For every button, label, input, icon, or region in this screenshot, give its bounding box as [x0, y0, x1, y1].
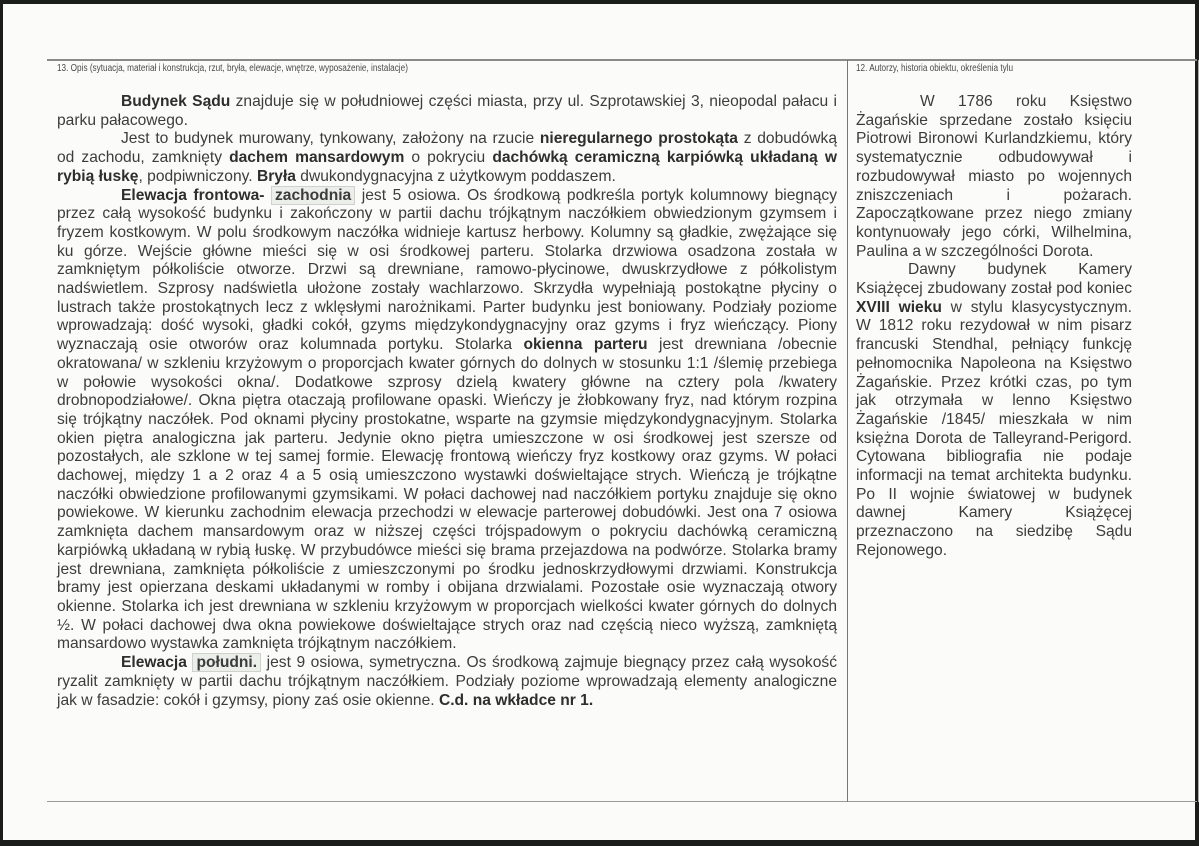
bold-term: nieregularnego prostokąta: [539, 130, 738, 148]
paragraph-construction: Jest to budynek murowany, tynkowany, założony na rzucie nieregularnego prostokąta z dobudówką od zachodu, zamknięty dachem mansardowym o pokryciu dachówką ceramiczną karpiówką układaną w rybią łuskę, podpiwniczony. Bryła dwukondygnacyjna z użytkowym poddaszem.: [57, 130, 837, 185]
paragraph-front-elevation: Elewacja frontowa- zachodnia jest 5 osiowa. Os środkową podkreśla portyk kolumnowy biegnący przez całą wysokość budynku i zakończony w partii dachu trójkątnym naczółkiem obwiedzionym gzymsem i fryzem kostkowym. W polu środkowym naczółka widnieje kartusz herbowy. Kolumny są gładkie, zwężające się ku górze. Wejście główne mieści się w osi środkowej parteru. Stolarka drzwiowa osadzona została w zamkniętym półkoliście otworze. Drzwi są drewniane, ramowo-płycinowe, dwuskrzydłowe z półkolistym nadświetlem. Szprosy nadświetla ułożone zostały wachlarzowo. Skrzydła wypełniają postokątne płyciny o lustrach także prostokątnych lecz z wklęsłymi narożnikami. Parter budynku jest boniowany. Podziały poziome wprowadzają: dość wysoki, gładki cokół, gzyms międzykondygnacyjny oraz gzyms i fryz wieńczący. Piony wyznaczają osie otworów oraz kolumnada portyku. Stolarka okienna parteru jest drewniana /obecnie okratowana/ w szkleniu krzyżowym o proporcjach kwater górnych do dolnych w stosunku 1:1 /ślemię przebiega w połowie wysokości okna/. Dodatkowe szprosy dzielą kwatery główne na cztery pola /kwatery drobnopodziałowe/. Okna piętra otaczają profilowane opaski. Wieńczy je żłobkowany fryz, nad którym rozpina się trójkątny naczółek. Pod oknami płyciny prostokatne, wsparte na gzymsie międzykondygnacyjnym. Stolarka okien piętra analogiczna jak parteru. Jedynie okno piętra umieszczone w osi środkowej jest szersze od pozostałych, ale szklone w tej samej formie. Elewację frontową wieńczy fryz kostkowy oraz gzyms. W połaci dachowej, między 1 a 2 oraz 4 a 5 osią umieszczono wystawki doświeltające strych. Wieńczą je trójkątne naczółki obwiedzione profilowanymi gzymsikami. W połaci dachowej nad naczółkiem portyku znajduje się okno powiekowe. W kierunku zachodnim elewacja przechodzi w elewacje parterowej dobudówki. Jest ona 7 osiowa zamknięta dachem mansardowym oraz w niższej części trójspadowym o pokryciu dachówką ceramiczną karpiówką układaną w rybią łuskę. W przybudówce mieści się brama przejazdowa na podwórze. Stolarka bramy jest drewniana, zamknięta półkoliście z umieszczonymi po środku jednoskrzydłowymi drzwiami. Konstrukcja bramy jest opierzana deskami układanymi w romby i obijana drzwialami. Pozostałe osie wyznaczają otwory okienne. Stolarka ich jest drewniana w szkleniu krzyżowym w proporcjach wielkości kwater górnych do dolnych ½. W połaci dachowej dwa okna powiekowe doświeltające strych oraz nad częścią nieco wyższą, zamkniętą mansardowo wystawka zamknięta trójkątnym naczółkiem.: [57, 186, 838, 653]
description-column: [57, 93, 837, 710]
bold-term: Elewacja frontowa-: [121, 186, 271, 204]
paragraph-history: W 1786 roku Księstwo Żagańskie sprzedane zostało księciu Piotrowi Bironowi Kurlandzkiemu, który systematycznie odbudowywał i rozbudowywał miasto po wojennych zniszczeniach i pożarach. Zapoczątkowane przez niego zmiany kontynuowały jego córki, Wilhelmina, Paulina a w szczególności Dorota.: [856, 93, 1132, 260]
history-column: [856, 93, 1132, 561]
history-section-header: 12. Autorzy, historia obiektu, określenia tylu: [856, 63, 1014, 74]
form-top-border: [47, 59, 1197, 61]
description-section-header: 13. Opis (sytuacja, materiał i konstrukcja, rzut, bryła, elewacje, wnętrze, wyposażenie, instalacje): [57, 63, 408, 74]
continuation-note: C.d. na wkładce nr 1.: [438, 691, 594, 709]
column-divider: [847, 60, 848, 802]
highlight-box: zachodnia: [271, 186, 355, 205]
bold-term: Elewacja: [121, 654, 187, 672]
bold-term: Bryła: [256, 167, 296, 185]
bold-term: dachem mansardowym: [229, 149, 405, 167]
highlight-box: południ.: [192, 653, 261, 672]
bold-term: XVIII wieku: [856, 298, 942, 316]
bold-term: Budynek Sądu: [121, 93, 231, 110]
form-bottom-border: [47, 801, 1197, 802]
paragraph-south-elevation: Elewacja południ. jest 9 osiowa, symetryczna. Os środkową zajmuje biegnący przez całą wysokość ryzalit zamknięty w partii dachu trójkątnym naczółkiem. Podziały poziome wprowadzają elementy analogiczne jak w fasadzie: cokół i gzymsy, piony zaś osie okienne. C.d. na wkładce nr 1.: [57, 654, 837, 709]
paragraph-building-history: Dawny budynek Kamery Książęcej zbudowany został pod koniec XVIII wieku w stylu klasycystycznym. W 1812 roku rezydował w nim pisarz francuski Stendhal, pełniący funkcję pełnomocnika Napoleona na Księstwo Żagańskie. Przez krótki czas, po tym jak otrzymała w lenno Księstwo Żagańskie /1845/ mieszkała w nim księżna Dorota de Talleyrand-Perigord. Cytowana bibliografia nie podaje informacji na temat architekta budynku. Po II wojnie światowej w budynek dawnej Kamery Książęcej przeznaczono na siedzibę Sądu Rejonowego.: [856, 261, 1132, 559]
bold-term: dachówką ceramiczną karpiówką układaną w rybią łuskę: [57, 149, 837, 185]
paragraph-location: Budynek Sądu znajduje się w południowej części miasta, przy ul. Szprotawskiej 3, nieopodal pałacu i parku pałacowego.: [57, 93, 837, 129]
bold-term: okienna parteru: [523, 336, 648, 354]
